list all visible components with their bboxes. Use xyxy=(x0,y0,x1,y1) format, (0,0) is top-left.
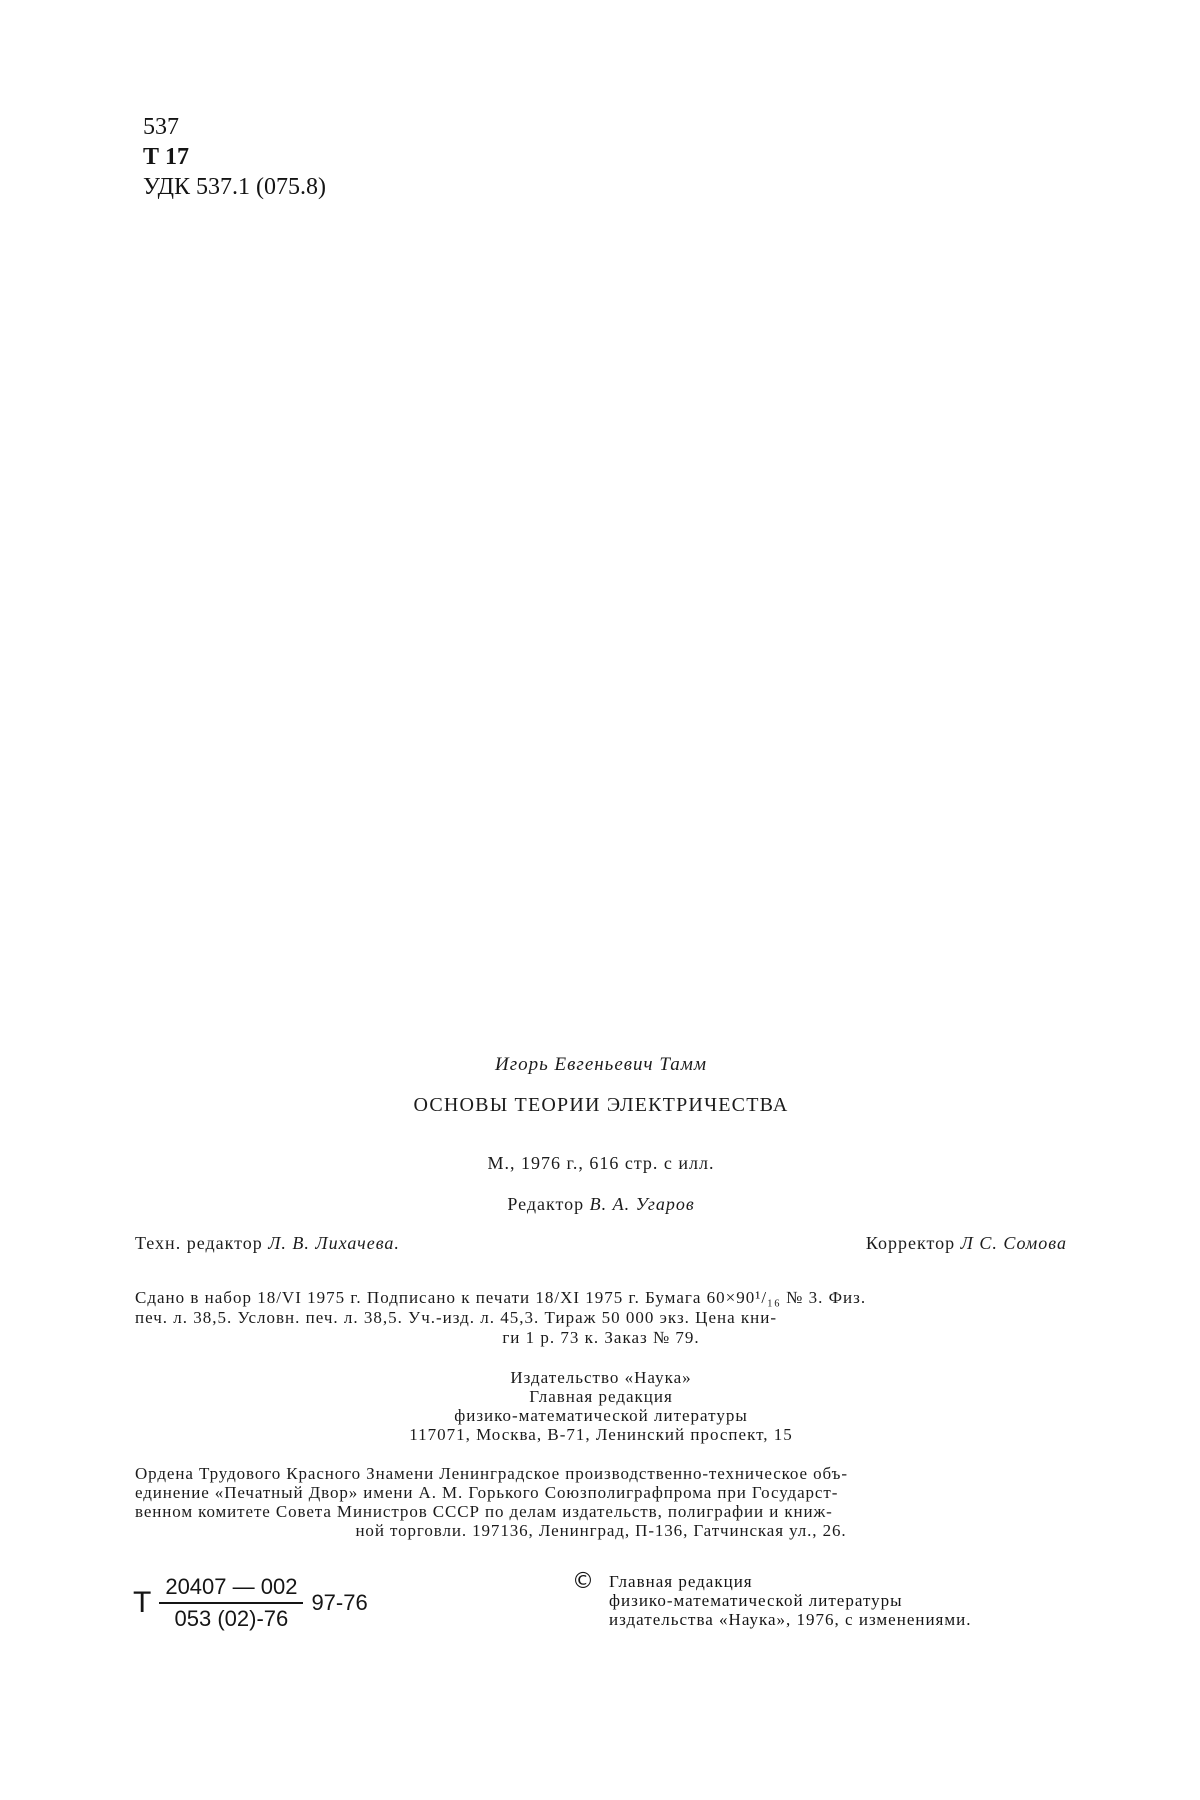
author-mark: Т 17 xyxy=(143,144,190,170)
tech-editor-name: Л. В. Лихачева. xyxy=(268,1233,400,1253)
tech-editor-label: Техн. редактор xyxy=(135,1233,263,1253)
catalog-index-prefix: Т xyxy=(133,1586,152,1619)
printer-info xyxy=(135,1464,1067,1540)
editor-label: Редактор xyxy=(507,1194,585,1214)
printing-line: ги 1 р. 73 к. Заказ № 79. xyxy=(502,1328,700,1347)
copyright-icon: © xyxy=(572,1569,595,1594)
corrector-label: Корректор xyxy=(865,1233,956,1253)
publisher-line: 117071, Москва, В-71, Ленинский проспект, 15 xyxy=(409,1425,793,1444)
book-title: ОСНОВЫ ТЕОРИИ ЭЛЕКТРИЧЕСТВА xyxy=(413,1094,789,1116)
author-name: Игорь Евгеньевич Тамм xyxy=(495,1054,707,1075)
corrector-name: Л С. Сомова xyxy=(960,1233,1067,1253)
catalog-index-numerator: 20407 — 002 xyxy=(159,1574,303,1604)
staff-line xyxy=(135,1233,1067,1254)
publisher-line: физико-математической литературы xyxy=(454,1406,748,1425)
publication-info: М., 1976 г., 616 стр. с илл. xyxy=(487,1153,715,1173)
publisher-line: Главная редакция xyxy=(529,1387,673,1406)
publisher-line: Издательство «Наука» xyxy=(510,1368,692,1387)
copyright-line: физико-математической литературы xyxy=(609,1591,903,1610)
printing-details xyxy=(135,1288,1067,1348)
library-classification xyxy=(143,112,326,202)
copyright-line: Главная редакция xyxy=(609,1572,753,1591)
printer-line: Ордена Трудового Красного Знамени Ленинградское производственно-техническое объ- xyxy=(135,1464,848,1483)
editor-name: В. А. Угаров xyxy=(589,1194,695,1214)
imprint-block xyxy=(135,1054,1067,1540)
corrector xyxy=(866,1233,1067,1254)
catalog-index-denominator: 053 (02)-76 xyxy=(174,1606,289,1631)
copyright-notice xyxy=(572,1569,1068,1629)
printing-line: Сдано в набор 18/VI 1975 г. Подписано к печати 18/XI 1975 г. Бумага 60×90¹/₁₆ № 3. Физ. xyxy=(135,1288,867,1307)
editor-line xyxy=(135,1194,1067,1215)
printing-line: печ. л. 38,5. Условн. печ. л. 38,5. Уч.-изд. л. 45,3. Тираж 50 000 экз. Цена кни- xyxy=(135,1308,778,1327)
copyright-line: издательства «Наука», 1976, с изменениями. xyxy=(609,1610,972,1629)
tech-editor xyxy=(135,1233,400,1254)
publisher-address xyxy=(135,1368,1067,1444)
printer-line: единение «Печатный Двор» имени А. М. Горького Союзполиграфпрома при Государст- xyxy=(135,1483,839,1502)
copyright-text xyxy=(609,1572,972,1629)
udc-code: УДК 537.1 (075.8) xyxy=(143,174,326,200)
catalog-index-fraction xyxy=(159,1574,303,1632)
catalog-index xyxy=(133,1574,368,1632)
catalog-index-suffix: 97-76 xyxy=(311,1590,368,1615)
printer-line: венном комитете Совета Министров СССР по делам издательств, полиграфии и книж- xyxy=(135,1502,833,1521)
printer-line: ной торговли. 197136, Ленинград, П-136, Гатчинская ул., 26. xyxy=(355,1521,847,1540)
classification-code: 537 xyxy=(143,114,179,140)
